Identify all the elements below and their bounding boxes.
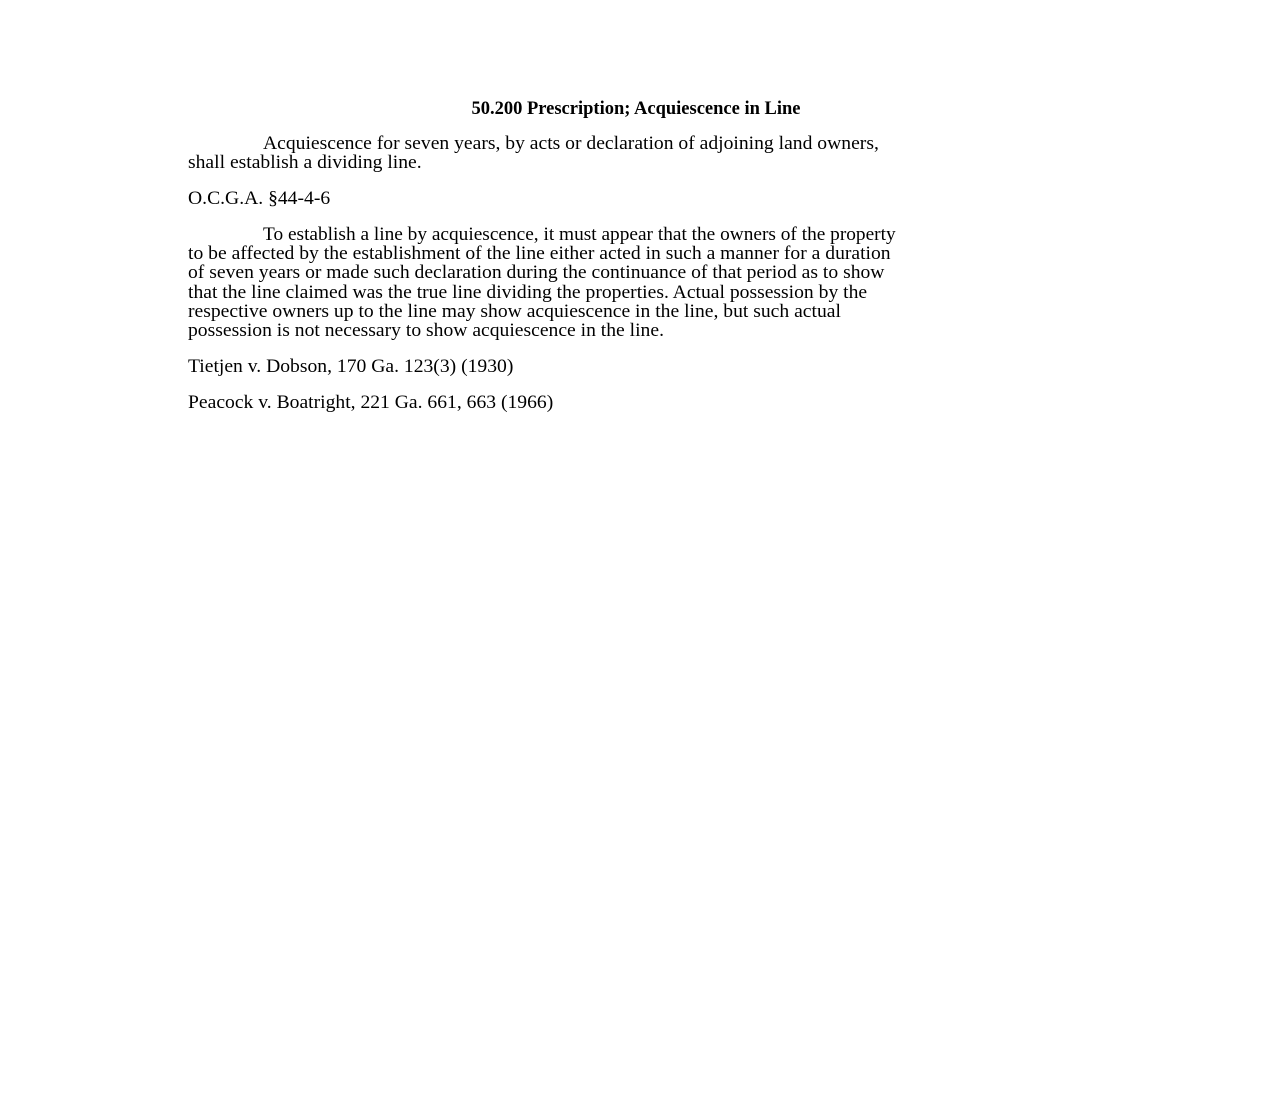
paragraph-2-line: to be affected by the establishment of the line either acted in such a manner for a duration [188, 244, 891, 264]
statute-citation: O.C.G.A. §44-4-6 [188, 189, 331, 209]
paragraph-2-line: To establish a line by acquiescence, it must appear that the owners of the property [263, 225, 896, 245]
paragraph-1-line: Acquiescence for seven years, by acts or declaration of adjoining land owners, [263, 134, 879, 154]
case-citation: Peacock v. Boatright, 221 Ga. 661, 663 (1966) [188, 393, 554, 413]
paragraph-2-line: possession is not necessary to show acquiescence in the line. [188, 321, 664, 341]
document-title: 50.200 Prescription; Acquiescence in Line [471, 99, 801, 119]
paragraph-2-line: of seven years or made such declaration during the continuance of that period as to show [188, 263, 885, 283]
case-citation: Tietjen v. Dobson, 170 Ga. 123(3) (1930) [188, 357, 514, 377]
paragraph-2-line: respective owners up to the line may show acquiescence in the line, but such actual [188, 302, 841, 322]
paragraph-1-line: shall establish a dividing line. [188, 153, 422, 173]
paragraph-2-line: that the line claimed was the true line dividing the properties. Actual possession by the [188, 283, 868, 303]
